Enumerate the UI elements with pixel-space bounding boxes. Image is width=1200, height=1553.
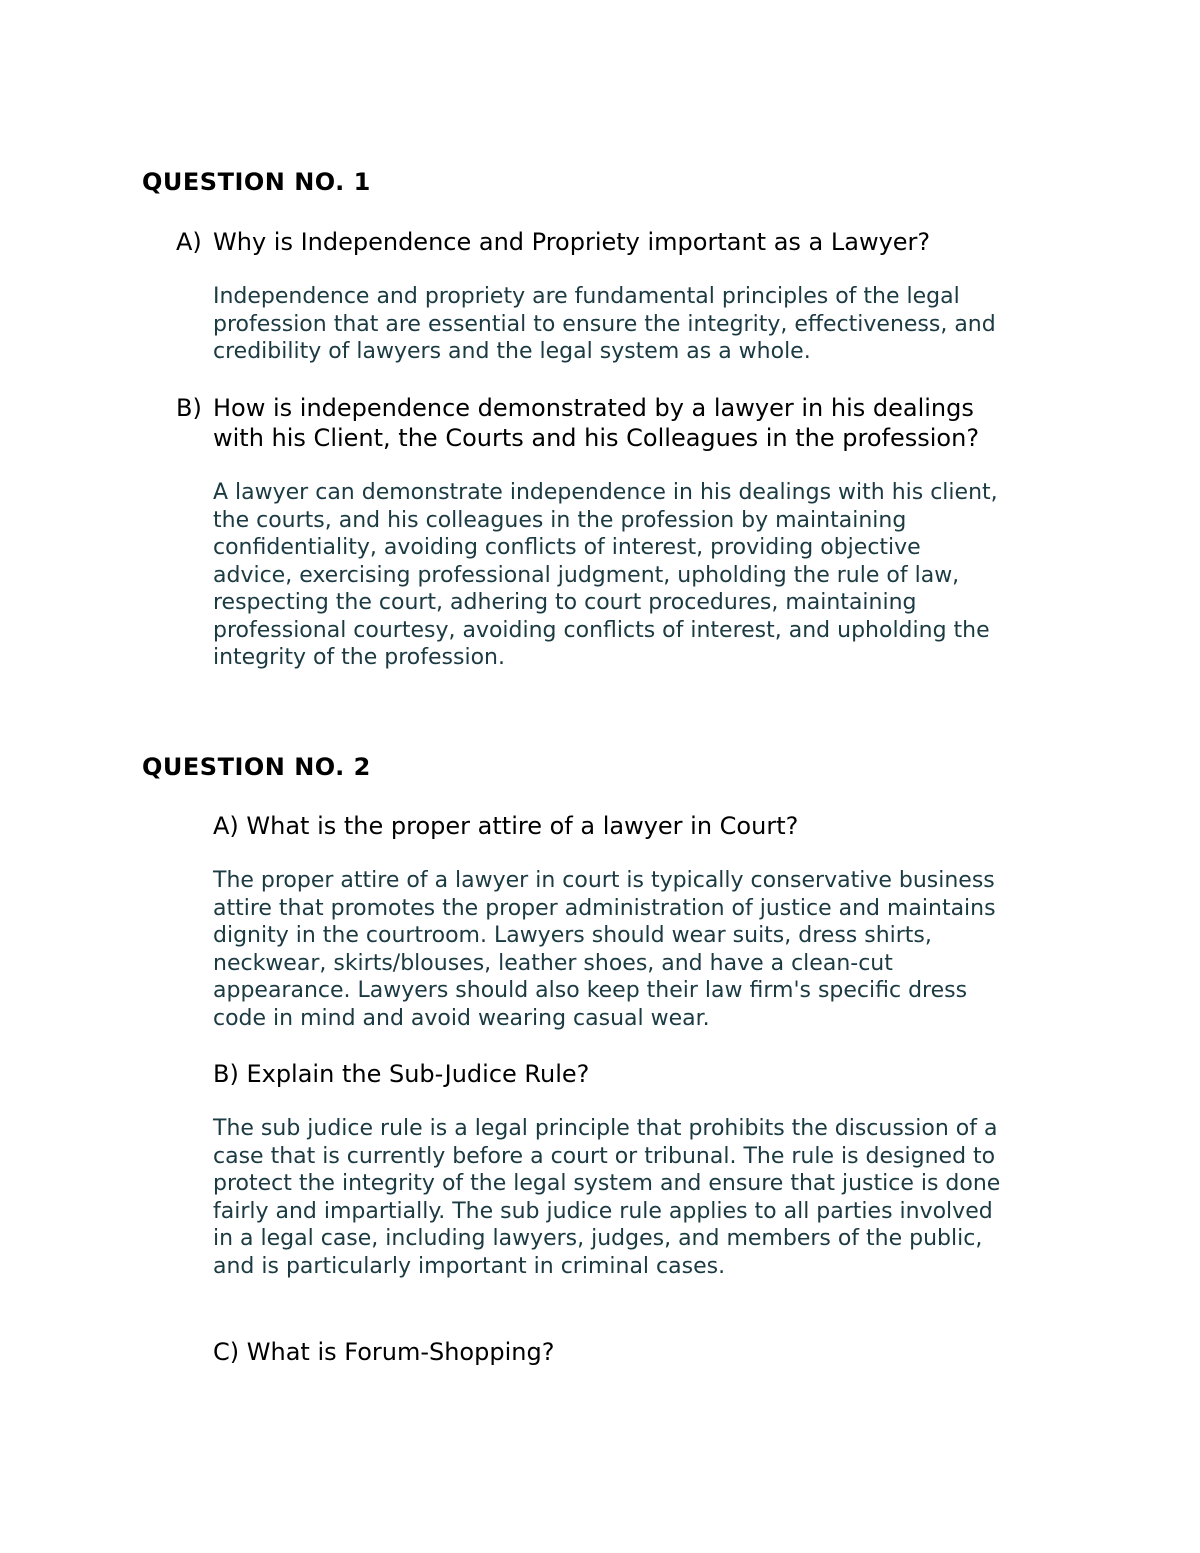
answer-line: case that is currently before a court or tribunal. The rule is designed to (213, 1143, 996, 1169)
answer-2b (213, 1115, 1073, 1280)
answer-line: professional courtesy, avoiding conflicts of interest, and upholding the (213, 617, 990, 643)
answer-line: fairly and impartially. The sub judice rule applies to all parties involved (213, 1198, 993, 1224)
question-2b-text: B) Explain the Sub-Judice Rule? (213, 1060, 590, 1088)
answer-line: integrity of the profession. (213, 645, 505, 670)
question-1b (176, 393, 1076, 453)
answer-line: dignity in the courtroom. Lawyers should wear suits, dress shirts, (213, 923, 932, 948)
answer-line: credibility of lawyers and the legal system as a whole. (213, 339, 811, 364)
answer-line: A lawyer can demonstrate independence in his dealings with his client, (213, 480, 998, 505)
answer-line: confidentiality, avoiding conflicts of interest, providing objective (213, 535, 921, 560)
question-2c (213, 1337, 1073, 1367)
question-1a-label: A) (176, 228, 202, 256)
answer-line: attire that promotes the proper administration of justice and maintains (213, 895, 996, 921)
answer-line: appearance. Lawyers should also keep their law firm's specific dress (213, 978, 968, 1003)
question-2a (213, 811, 1073, 841)
answer-line: the courts, and his colleagues in the profession by maintaining (213, 507, 907, 533)
answer-2a (213, 867, 1073, 1032)
answer-line: The sub judice rule is a legal principle that prohibits the discussion of a (213, 1116, 998, 1141)
answer-line: respecting the court, adhering to court procedures, maintaining (213, 590, 917, 615)
answer-line: code in mind and avoid wearing casual wear. (213, 1005, 710, 1031)
answer-line: The proper attire of a lawyer in court is typically conservative business (213, 868, 995, 893)
question-2c-text: C) What is Forum-Shopping? (213, 1338, 555, 1366)
question-line: How is independence demonstrated by a lawyer in his dealings (213, 394, 974, 422)
answer-1b (213, 479, 1073, 672)
question-1b-label: B) (176, 394, 202, 422)
question-2b (213, 1059, 1073, 1089)
answer-line: in a legal case, including lawyers, judges, and members of the public, (213, 1226, 983, 1251)
answer-line: and is particularly important in criminal cases. (213, 1253, 726, 1279)
answer-line: protect the integrity of the legal system and ensure that justice is done (213, 1171, 1001, 1196)
question-1a-text: Why is Independence and Propriety important as a Lawyer? (213, 228, 931, 256)
question-2-heading: QUESTION NO. 2 (142, 753, 371, 781)
answer-1a (213, 283, 1073, 366)
question-1b-text (213, 393, 979, 453)
question-line: with his Client, the Courts and his Colleagues in the profession? (213, 424, 980, 452)
answer-line: advice, exercising professional judgment, upholding the rule of law, (213, 562, 960, 588)
answer-line: Independence and propriety are fundamental principles of the legal (213, 284, 960, 309)
answer-line: neckwear, skirts/blouses, leather shoes, and have a clean-cut (213, 950, 893, 976)
answer-line: profession that are essential to ensure the integrity, effectiveness, and (213, 311, 996, 337)
question-1-heading: QUESTION NO. 1 (142, 168, 371, 196)
question-1a (176, 227, 1076, 257)
question-2a-text: A) What is the proper attire of a lawyer in Court? (213, 812, 799, 840)
